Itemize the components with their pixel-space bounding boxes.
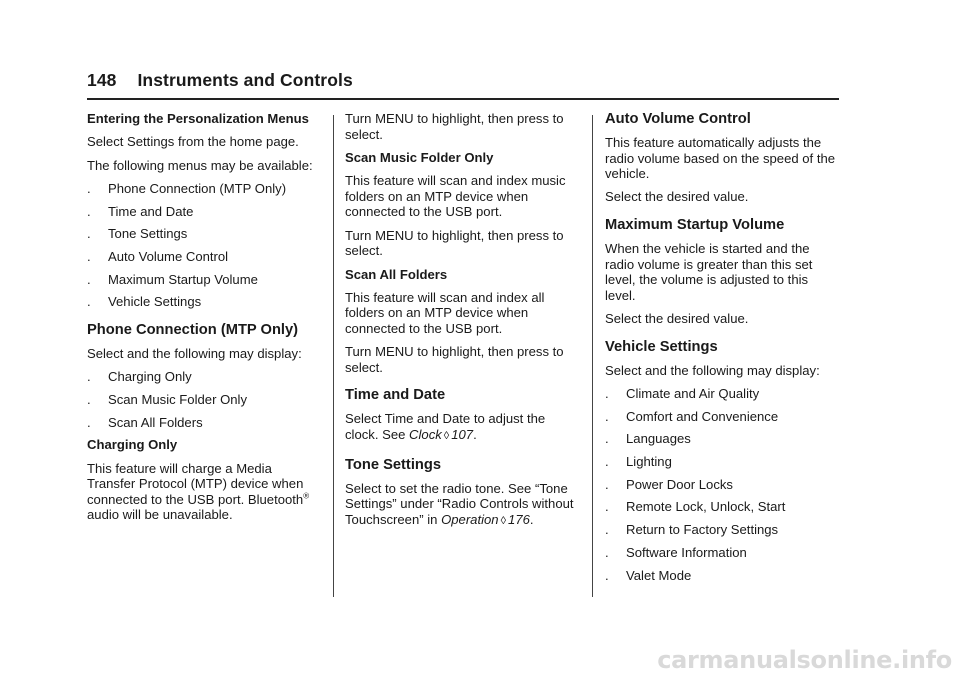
list-item: . Time and Date	[87, 203, 194, 219]
list-item: . Maximum Startup Volume	[87, 271, 258, 287]
entering-heading: Entering the Personalization Menus	[87, 111, 309, 126]
section-title: Instruments and Controls	[137, 70, 353, 90]
list-item: . Scan All Folders	[87, 414, 203, 430]
phone-connection-heading: Phone Connection (MTP Only)	[87, 321, 299, 338]
list-item: . Comfort and Convenience	[605, 408, 779, 424]
bullet: .	[605, 386, 609, 401]
vehicle-settings-list	[605, 386, 839, 583]
bullet: .	[605, 522, 609, 538]
turn-menu-text: Turn MENU to highlight, then press to select.	[345, 227, 564, 259]
scan-all-heading: Scan All Folders	[345, 266, 448, 282]
bullet: .	[605, 454, 609, 470]
bullet: .	[605, 431, 609, 447]
list-item: . Auto Volume Control	[87, 248, 229, 264]
bullet: .	[87, 226, 91, 242]
page-ref-icon: ◊	[500, 514, 507, 527]
turn-menu-text: Turn MENU to highlight, then press to select.	[345, 344, 564, 375]
bullet: .	[605, 476, 609, 492]
list-item: . Scan Music Folder Only	[87, 391, 247, 407]
list-item: . Power Door Locks	[605, 476, 733, 492]
page-ref-icon: ◊	[443, 430, 450, 443]
bullet: .	[87, 248, 91, 264]
list-item: . Vehicle Settings	[87, 294, 202, 310]
list-item: . Valet Mode	[605, 567, 692, 583]
scan-music-text: This feature will scan and index music folders on an MTP device when connected to the USB port.	[345, 173, 566, 220]
vehicle-settings-heading: Vehicle Settings	[605, 338, 718, 355]
list-item: . Return to Factory Settings	[605, 522, 779, 538]
auto-volume-select: Select the desired value.	[605, 189, 749, 205]
menus-intro: The following menus may be available:	[87, 157, 313, 173]
bullet: .	[87, 180, 91, 196]
bullet: .	[605, 408, 609, 424]
bullet: .	[87, 414, 91, 430]
watermark: carmanualsonline.info	[657, 646, 952, 674]
time-and-date-heading: Time and Date	[345, 387, 446, 404]
bullet: .	[87, 294, 91, 310]
max-startup-volume-text: When the vehicle is started and the radio volume is greater than this set level, the volume is adjusted to this level.	[605, 241, 813, 303]
menus-list	[87, 181, 323, 310]
list-item: . Tone Settings	[87, 226, 188, 242]
auto-volume-text: This feature automatically adjusts the radio volume based on the speed of the vehicle.	[605, 135, 836, 182]
column-2	[345, 111, 577, 537]
vehicle-settings-intro: Select and the following may display:	[605, 362, 820, 378]
time-and-date-text: Select Time and Date to adjust the clock. See Clock ◊ 107.	[345, 411, 546, 443]
column-1	[87, 111, 323, 531]
bullet: .	[605, 567, 609, 583]
list-item: . Lighting	[605, 454, 672, 470]
list-item: . Climate and Air Quality	[605, 386, 760, 401]
select-settings-text: Select Settings from the home page.	[87, 134, 299, 150]
column-3	[605, 111, 839, 590]
list-item: . Languages	[605, 431, 691, 447]
max-startup-volume-heading: Maximum Startup Volume	[605, 217, 785, 234]
page-number: 148	[87, 70, 117, 90]
max-startup-volume-select: Select the desired value.	[605, 311, 749, 327]
list-item: . Charging Only	[87, 369, 192, 385]
scan-all-text: This feature will scan and index all folders on an MTP device when connected to the USB port.	[345, 289, 545, 336]
column-divider-right	[592, 115, 593, 597]
tone-settings-text: Select to set the radio tone. See “Tone Settings” under “Radio Controls without Touchscreen” in Operation ◊ 176.	[345, 480, 574, 527]
list-item: . Remote Lock, Unlock, Start	[605, 499, 786, 515]
scan-music-heading: Scan Music Folder Only	[345, 149, 494, 165]
clock-link[interactable]: Clock ◊ 107	[409, 427, 474, 443]
phone-intro: Select and the following may display:	[87, 345, 302, 361]
auto-volume-heading: Auto Volume Control	[605, 111, 751, 127]
list-item: . Software Information	[605, 544, 747, 560]
column-divider-left	[333, 115, 334, 597]
registered-mark: ®	[303, 491, 310, 501]
charging-only-text: This feature will charge a Media Transfer Protocol (MTP) device when connected to the USB port. Bluetooth® audio will be unavailable.	[87, 460, 310, 523]
header-rule	[87, 98, 839, 100]
bullet: .	[87, 391, 91, 407]
bullet: .	[605, 499, 609, 515]
bullet: .	[87, 369, 91, 385]
charging-only-heading: Charging Only	[87, 437, 178, 453]
bullet: .	[87, 203, 91, 219]
page-header	[87, 70, 353, 91]
bullet: .	[87, 271, 91, 287]
bullet: .	[605, 544, 609, 560]
list-item: . Phone Connection (MTP Only)	[87, 180, 287, 196]
turn-menu-text: Turn MENU to highlight, then press to select.	[345, 111, 564, 142]
operation-link[interactable]: Operation ◊ 176	[441, 511, 530, 527]
phone-items-list	[87, 369, 323, 430]
tone-settings-heading: Tone Settings	[345, 456, 442, 473]
